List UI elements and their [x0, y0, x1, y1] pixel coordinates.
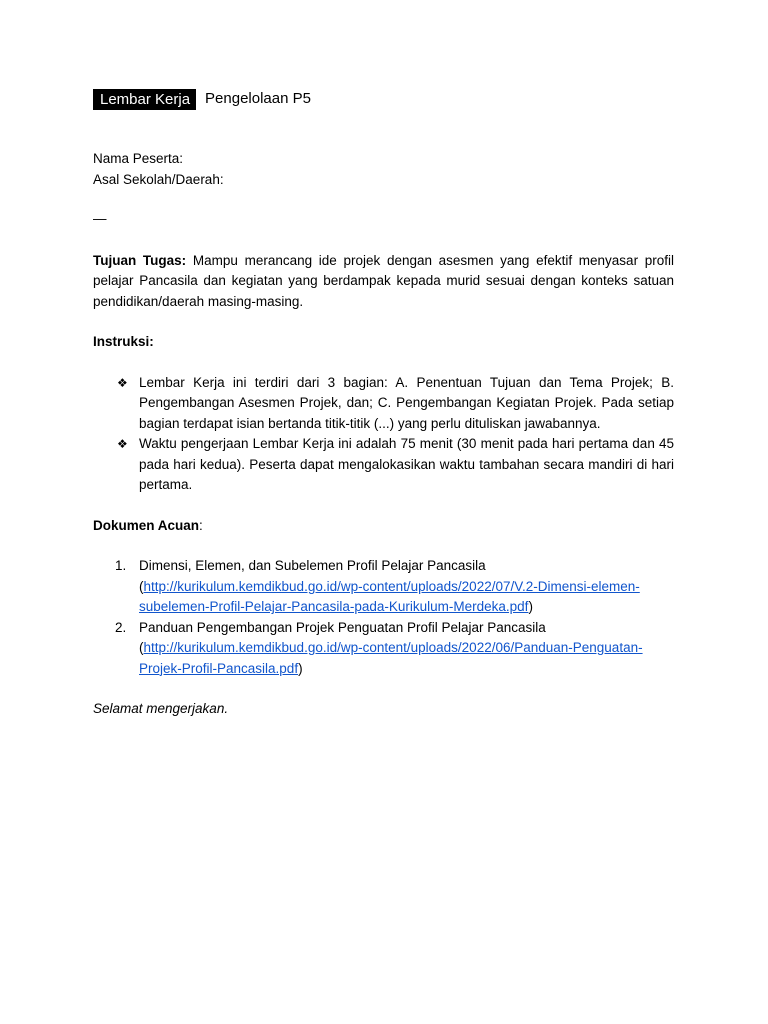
- task-goal-label: Tujuan Tugas:: [93, 252, 187, 268]
- references-heading-text: Dokumen Acuan: [93, 517, 200, 533]
- paren-close: ): [528, 599, 533, 614]
- closing-message: Selamat mengerjakan.: [93, 701, 229, 716]
- participant-info: [93, 149, 674, 190]
- references-heading-colon: :: [199, 517, 203, 533]
- instruction-text: Waktu pengerjaan Lembar Kerja ini adalah 75 menit (30 menit pada hari pertama dan 45 pada hari kedua). Peserta dapat mengalokasikan waktu tambahan secara mandiri di hari pertama.: [139, 436, 674, 492]
- reference-number: 1.: [115, 558, 127, 573]
- worksheet-page: [93, 88, 674, 720]
- references-heading: [93, 516, 674, 537]
- paren-close: ): [298, 660, 303, 676]
- reference-title: Dimensi, Elemen, dan Subelemen Profil Pelajar Pancasila: [139, 558, 486, 573]
- task-goal-paragraph: [93, 251, 674, 313]
- reference-link-line: [139, 577, 674, 618]
- participant-school-label: Asal Sekolah/Daerah:: [93, 171, 224, 187]
- instructions-heading: Instruksi:: [93, 334, 154, 349]
- reference-item: [93, 556, 674, 618]
- reference-link[interactable]: http://kurikulum.kemdikbud.go.id/wp-content/uploads/2022/07/V.2-Dimensi-elemen-subelemen-Profil-Pelajar-Pancasila-pada-Kurikulum-Merdeka.pdf: [139, 578, 640, 614]
- paren-open: (: [139, 640, 144, 655]
- instruction-item: [93, 373, 674, 435]
- title-rest: Pengelolaan P5: [205, 89, 311, 107]
- diamond-bullet-icon: ❖: [117, 437, 128, 451]
- diamond-bullet-icon: ❖: [117, 375, 128, 390]
- reference-link-line: [139, 638, 674, 679]
- reference-item: [93, 618, 674, 680]
- reference-title: Panduan Pengembangan Projek Penguatan Profil Pelajar Pancasila: [139, 619, 546, 635]
- instructions-list: [93, 373, 674, 496]
- separator-dash: —: [93, 211, 107, 226]
- task-goal-text: Mampu merancang ide projek dengan asesmen yang efektif menyasar profil pelajar Pancasila dan kegiatan yang berdampak kepada murid sesuai dengan konteks satuan pendidikan/daerah masing-masing.: [93, 252, 675, 309]
- references-list: [93, 556, 674, 679]
- reference-number: 2.: [115, 619, 127, 635]
- title-highlight: Lembar Kerja: [93, 89, 196, 110]
- document-title: [93, 88, 674, 110]
- participant-name-label: Nama Peserta:: [93, 151, 184, 166]
- paren-open: (: [139, 578, 144, 594]
- instruction-text: Lembar Kerja ini terdiri dari 3 bagian: A. Penentuan Tujuan dan Tema Projek; B. Pengembangan Asesmen Projek, dan; C. Pengembangan Kegiatan Projek. Pada setiap bagian terdapat isian bertanda titik-titik (...) yang perlu dituliskan jawabannya.: [139, 374, 674, 431]
- instruction-item: [93, 434, 674, 496]
- reference-link[interactable]: http://kurikulum.kemdikbud.go.id/wp-content/uploads/2022/06/Panduan-Penguatan-Projek-Profil-Pancasila.pdf: [139, 640, 643, 676]
